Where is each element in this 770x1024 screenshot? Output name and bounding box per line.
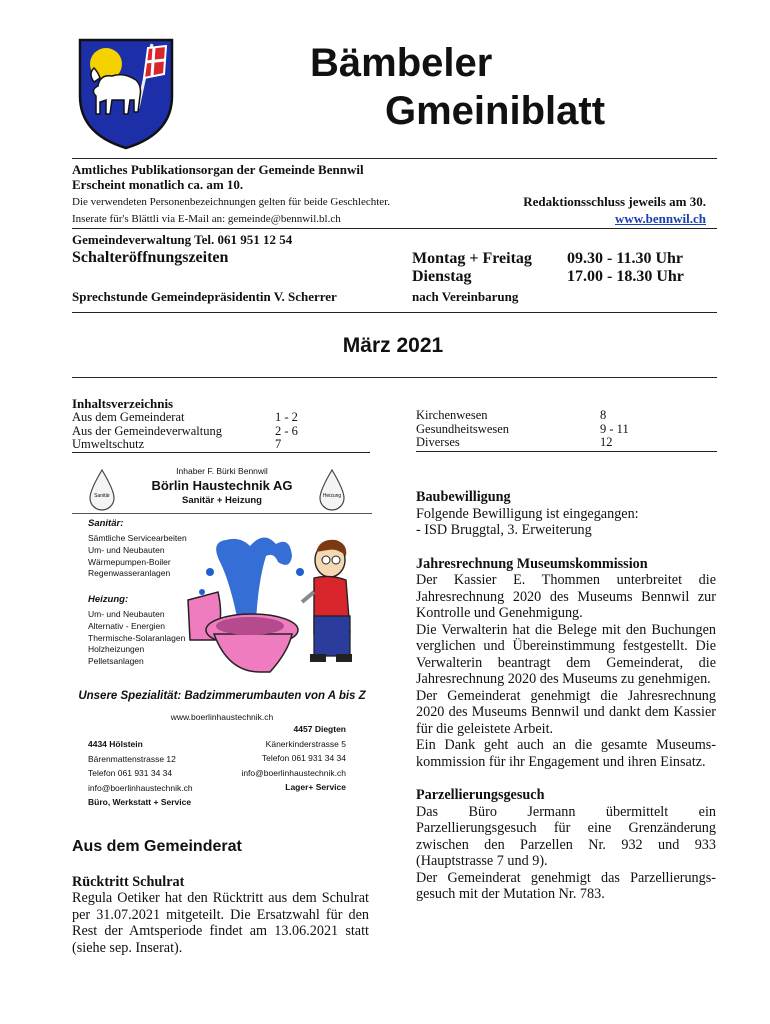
ad-heizung-title: Heizung: [88, 594, 129, 605]
water-drop-icon [316, 468, 348, 512]
ad-tagline: Sanitär + Heizung [182, 495, 262, 506]
ad-office-left: 4434 Hölstein Bärenmattenstrasse 12 Telefon 061 931 34 34 info@boerlinhaustechnik.ch Büro, Werkstatt + Service [88, 739, 193, 807]
gender-note: Die verwendeten Personenbezeichnungen gelten für beide Geschlechter. [72, 196, 390, 208]
article-title: Jahresrechnung Museumskommission [416, 555, 648, 572]
divider [72, 377, 717, 378]
article-text: Der Gemeinderat genehmigt das Parzellierungs-gesuch mit der Mutation Nr. 783. [416, 869, 716, 902]
divider [72, 513, 372, 514]
ad-office-right: 4457 Diegten Känerkinderstrasse 5 Telefon 061 931 34 34 info@boerlinhaustechnik.ch Lager+ Service [241, 724, 346, 792]
ad-owner: Inhaber F. Bürki Bennwil [176, 466, 268, 476]
toc-entry: Gesundheitswesen 9 - 11 [416, 421, 629, 436]
drop-label-right: Heizung [322, 493, 342, 499]
article-title: Parzellierungsgesuch [416, 787, 545, 803]
hours-time-1: 09.30 - 11.30 Uhr [567, 250, 683, 267]
article-text: Regula Oetiker hat den Rücktritt aus dem Schulrat per 31.07.2021 mitgeteilt. Die Ersatzwahl für den Rest der Amtsperiode findet am 13.06.2021 statt (siehe sep. Inserat). [72, 890, 369, 956]
toc-entry: Aus der Gemeindeverwaltung 2 - 6 [72, 423, 298, 438]
drop-label-left: Sanitär [94, 493, 110, 499]
hours-days-2: Dienstag [412, 268, 472, 285]
ad-company: Börlin Haustechnik AG [151, 478, 293, 493]
divider [72, 158, 717, 159]
toc-left [72, 411, 362, 452]
divider [416, 451, 717, 452]
newsletter-title-line2: Gmeiniblatt [385, 89, 606, 133]
list-item: - ISD Bruggtal, 3. Erweiterung [416, 522, 592, 538]
article-text: Der Kassier E. Thommen unterbreitet die Jahresrechnung 2020 des Museums Bennwil zur Kontrolle und Genehmigung. [416, 572, 716, 621]
newsletter-title-line1: Bämbeler [310, 41, 493, 85]
plumber-cartoon-illustration [180, 522, 370, 682]
divider [72, 312, 717, 313]
article-text: Ein Dank geht auch an die gesamte Museums-kommission für ihr Engagement und ihren Einsatz. [416, 737, 716, 770]
ad-sanitaer-title: Sanitär: [88, 518, 124, 529]
article-text: Folgende Bewilligung ist eingegangen: [416, 505, 639, 522]
issue-date: März 2021 [342, 334, 444, 357]
article-title: Baubewilligung [416, 489, 511, 505]
article-text: Der Gemeinderat genehmigt die Jahresrechnung 2020 des Museums Bennwil und dankt dem Kassier für die geleistete Arbeit. [416, 687, 716, 737]
ad-heizung-list: Um- und Neubauten Alternativ - Energien Thermische-Solaranlagen Holzheizungen Pelletsanlagen [88, 609, 186, 667]
consultation: Sprechstunde Gemeindepräsidentin V. Scherrer [72, 289, 337, 304]
water-drop-icon [86, 468, 118, 512]
section-heading: Aus dem Gemeinderat [72, 838, 242, 855]
ads-note: Inserate für's Blättli via E-Mail an: gemeinde@bennwil.bl.ch [72, 213, 341, 225]
toc-entry: Umweltschutz 7 [72, 437, 282, 451]
divider [72, 452, 370, 453]
toc-entry: Kirchenwesen 8 [416, 408, 607, 422]
website-link[interactable]: www.bennwil.ch [614, 211, 706, 226]
admin-phone: Gemeindeverwaltung Tel. 061 951 12 54 [72, 232, 293, 247]
deadline-note: Redaktionsschluss jeweils am 30. [523, 194, 706, 209]
ad-website: www.boerlinhaustechnik.ch [170, 712, 274, 722]
article-title: Rücktritt Schulrat [72, 874, 185, 890]
right-column [416, 489, 716, 903]
toc-entry: Diverses 12 [416, 435, 613, 449]
toc-right [416, 409, 716, 450]
hours-days-1: Montag + Freitag [412, 250, 532, 267]
article-text: Das Büro Jermann übermittelt ein Parzellierungsgesuch für eine Grenzänderung zwischen den Parzellen Nr. 932 und 933 (Hauptstrasse 7 und 9). [416, 803, 716, 869]
toc-entry: Aus dem Gemeinderat 1 - 2 [72, 410, 298, 424]
divider [72, 228, 717, 229]
masthead-frequency: Erscheint monatlich ca. am 10. [72, 177, 244, 192]
hours-time-2: 17.00 - 18.30 Uhr [567, 268, 684, 285]
ad-sanitaer-list: Sämtliche Servicearbeiten Um- und Neubauten Wärmepumpen-Boiler Regenwasseranlagen [88, 533, 187, 579]
ad-speciality: Unsere Spezialität: Badzimmerumbauten von A bis Z [78, 690, 366, 702]
consultation-note: nach Vereinbarung [412, 289, 519, 304]
hours-title: Schalteröffnungszeiten [72, 249, 229, 266]
masthead-organ: Amtliches Publikationsorgan der Gemeinde Bennwil [72, 162, 364, 177]
toc-title: Inhaltsverzeichnis [72, 396, 174, 411]
coat-of-arms-logo [78, 38, 174, 150]
article-text: Die Verwalterin hat die Belege mit den Buchungen verglichen und Übereinstimmung festgestellt. Die Verwalterin beantragt dem Gemeinderat, die Jahresrechnung 2020 des Museums zu genehmigen. [416, 621, 716, 687]
